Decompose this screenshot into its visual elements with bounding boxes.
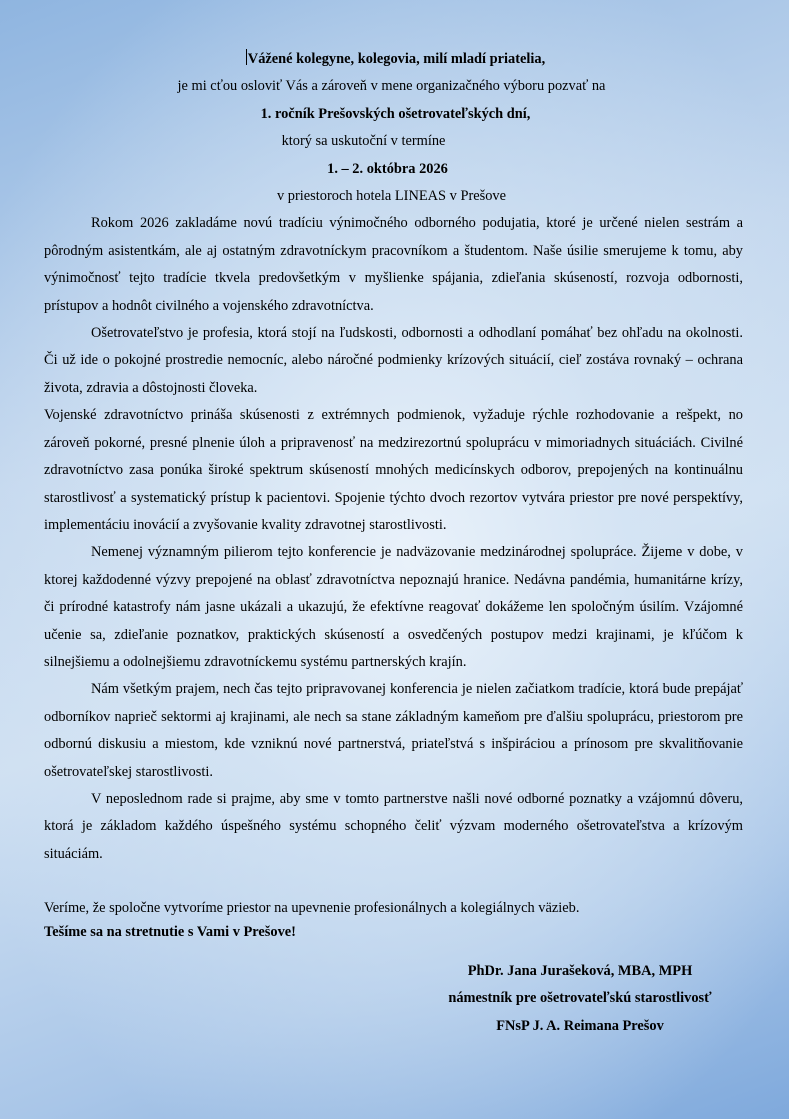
salutation-text: Vážené kolegyne, kolegovia, milí mladí priatelia, [247,51,546,67]
signature-block [380,958,780,1040]
paragraph-gap [44,868,743,896]
event-name [44,101,743,128]
invitation-letter [44,46,743,944]
signature-name: PhDr. Jana Jurašeková, MBA, MPH [467,963,693,979]
body-paragraph-4: Nemenej významným pilierom tejto konferencie je nadväzovanie medzinárodnej spolupráce. Žijeme v dobe, v ktorej každodenné výzvy prepojené na oblasť zdravotníctva nepoznajú hranice. Nedávna pandémia, humanitárne krízy, či prírodné katastrofy nám jasne ukázali a ukazujú, že efektívne reagovať dokážeme len spoločným úsilím. Vzájomné učenie sa, zdieľanie poznatkov, praktických skúseností a osvedčených postupov medzi krajinami, je kľúčom k silnejšiemu a odolnejšiemu zdravotníckemu systému partnerských krajín. [44,544,743,670]
held-line [44,128,743,155]
body-paragraph-6: V neposlednom rade si prajme, aby sme v tomto partnerstve našli nové odborné poznatky a vzájomnú dôveru, ktorá je základom každého úspešného systému schopného čeliť výzvam moderného ošetrovateľstva a krízovým situáciám. [44,790,743,862]
held-line-text: ktorý sa uskutoční v termíne [281,133,446,150]
text-cursor [246,49,247,65]
event-date-text: 1. – 2. októbra 2026 [327,160,448,177]
salutation-line [44,46,743,73]
body-paragraph-2: Ošetrovateľstvo je profesia, ktorá stojí na ľudskosti, odbornosti a odhodlaní pomáhať bez ohľadu na okolnosti. Či už ide o pokojné prostredie nemocníc, alebo náročné podmienky krízových situácií, cieľ zostáva rovnaký – ochrana života, zdravia a dôstojnosti človeka. [44,325,743,396]
body-paragraph-3: Vojenské zdravotníctvo prináša skúsenosti z extrémnych podmienok, vyžaduje rýchle rozhodovanie a rešpekt, no zároveň pokorné, presné plnenie úloh a pripravenosť na medzirezortnú spoluprácu v mimoriadnych situáciách. Civilné zdravotníctvo zasa ponúka široké spektrum skúseností mnohých medicínskych odborov, prepojených na kontinuálnu starostlivosť a systematický prístup k pacientovi. Spojenie týchto dvoch rezortov vytvára priestor pre nové perspektívy, implementáciu inovácií a zvyšovanie kvality zdravotnej starostlivosti. [44,407,743,533]
event-date [44,156,743,183]
signature-role: námestník pre ošetrovateľskú starostlivosť [448,990,712,1007]
closing-greeting: Tešíme sa na stretnutie s Vami v Prešove! [44,924,296,941]
closing-line: Veríme, že spoločne vytvoríme priestor na upevnenie profesionálnych a kolegiálnych väzieb. [44,900,580,917]
signature-institution: FNsP J. A. Reimana Prešov [496,1017,664,1034]
event-venue-text: v priestoroch hotela LINEAS v Prešove [277,188,506,205]
event-venue [44,183,743,210]
body-paragraph-1: Rokom 2026 zakladáme novú tradíciu výnimočného odborného podujatia, ktoré je určené nielen sestrám a pôrodným asistentkám, ale aj ostatným zdravotníckym pracovníkom a študentom. Naše úsilie smerujeme k tomu, aby výnimočnosť tejto tradície tkvela predovšetkým v myšlienke spájania, zdieľania skúseností, rozvoja odbornosti, prístupov a hodnôt civilného a vojenského zdravotníctva. [44,215,743,314]
event-name-text: 1. ročník Prešovských ošetrovateľských dní, [260,105,531,122]
invite-line [44,73,743,100]
body-paragraph-5: Nám všetkým prajem, nech čas tejto pripravovanej konferencia je nielen začiatkom tradície, ktorá bude prepájať odborníkov naprieč sektormi aj krajinami, ale nech sa stane základným kameňom pre ďalšiu spoluprácu, priestorom pre odbornú diskusiu a miestom, kde vzniknú nové partnerstvá, priateľstvá s inšpiráciou a prínosom pre skvalitňovanie ošetrovateľskej starostlivosti. [44,681,743,780]
salutation [246,46,545,73]
invite-line-text: je mi cťou osloviť Vás a zároveň v mene organizačného výboru pozvať na [177,78,606,95]
